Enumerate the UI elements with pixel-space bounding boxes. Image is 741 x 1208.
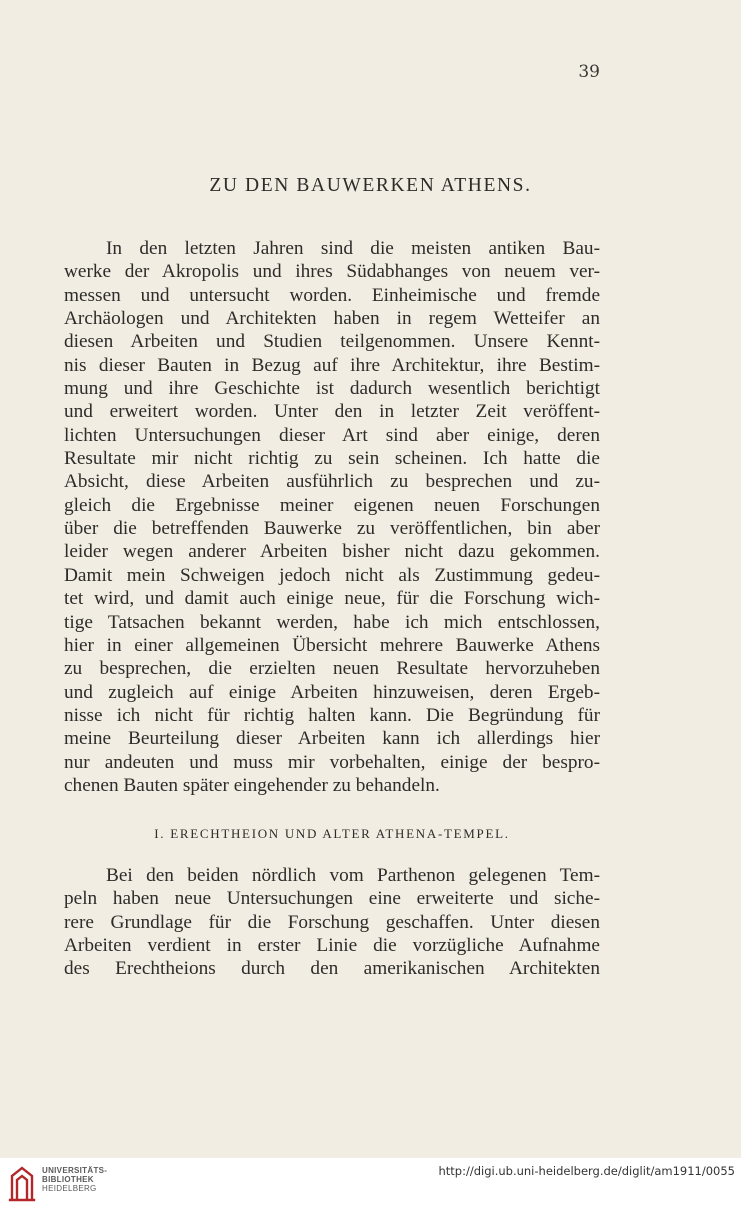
section-heading: I. ERECHTHEION UND ALTER ATHENA-TEMPEL. — [154, 826, 510, 841]
intro-paragraph — [64, 237, 600, 797]
library-name-line1: UNIVERSITÄTS- — [42, 1166, 108, 1175]
text-line: nur andeuten und muss mir vorbehalten, einige der bespro- — [64, 751, 600, 773]
library-name-line3: HEIDELBERG — [42, 1184, 97, 1193]
text-line: leider wegen anderer Arbeiten bisher nicht dazu gekommen. — [64, 541, 600, 563]
source-url-link[interactable]: http://digi.ub.uni-heidelberg.de/diglit/am1911/0055 — [438, 1164, 735, 1178]
text-line: tige Tatsachen bekannt werden, habe ich mich entschlossen, — [64, 611, 600, 633]
text-line: tet wird, und damit auch einige neue, für die Forschung wich- — [64, 588, 600, 610]
text-line: meine Beurteilung dieser Arbeiten kann ich allerdings hier — [64, 728, 600, 750]
text-line: Bei den beiden nördlich vom Parthenon gelegenen Tem- — [106, 865, 600, 886]
text-line: lichten Untersuchungen dieser Art sind aber einige, deren — [64, 424, 600, 446]
page-number: 39 — [578, 62, 600, 82]
text-line: und erweitert worden. Unter den in letzter Zeit veröffent- — [64, 401, 600, 423]
text-line: diesen Arbeiten und Studien teilgenommen. Unsere Kennt- — [64, 331, 600, 353]
text-line: des Erechtheions durch den amerikanischen Architekten — [64, 958, 600, 980]
library-name-line2: BIBLIOTHEK — [42, 1175, 94, 1184]
text-line: und zugleich auf einige Arbeiten hinzuweisen, deren Ergeb- — [64, 681, 600, 703]
text-line: messen und untersucht worden. Einheimische und fremde — [64, 284, 600, 306]
text-line: Arbeiten verdient in erster Linie die vorzügliche Aufnahme — [64, 935, 600, 957]
text-line: über die betreffenden Bauwerke zu veröffentlichen, bin aber — [64, 518, 600, 540]
text-line: Absicht, diese Arbeiten ausführlich zu besprechen und zu- — [64, 471, 600, 493]
text-line: peln haben neue Untersuchungen eine erweiterte und siche- — [64, 888, 600, 910]
text-line: Damit mein Schweigen jedoch nicht als Zustimmung gedeu- — [64, 564, 600, 586]
text-line: mung und ihre Geschichte ist dadurch wesentlich berichtigt — [64, 378, 600, 400]
section-paragraph — [64, 864, 600, 981]
page-title: ZU DEN BAUWERKEN ATHENS. — [209, 175, 532, 196]
digitization-footer — [0, 1158, 741, 1208]
text-line: gleich die Ergebnisse meiner eigenen neuen Forschungen — [64, 494, 600, 516]
text-line: In den letzten Jahren sind die meisten antiken Bau- — [106, 238, 600, 259]
text-line: rere Grundlage für die Forschung geschaffen. Unter diesen — [64, 911, 600, 933]
heidelberg-library-logo-icon — [8, 1162, 36, 1202]
text-line: hier in einer allgemeinen Übersicht mehrere Bauwerke Athens — [64, 634, 600, 656]
text-line: Archäologen und Architekten haben in regem Wetteifer an — [64, 308, 600, 330]
text-line: chenen Bauten später eingehender zu behandeln. — [64, 774, 440, 796]
text-line: Resultate mir nicht richtig zu sein scheinen. Ich hatte die — [64, 448, 600, 470]
text-line: werke der Akropolis und ihres Südabhanges von neuem ver- — [64, 261, 600, 283]
text-line: nisse ich nicht für richtig halten kann. Die Begründung für — [64, 704, 600, 726]
text-line: zu besprechen, die erzielten neuen Resultate hervorzuheben — [64, 658, 600, 680]
library-name — [42, 1166, 107, 1193]
text-line: nis dieser Bauten in Bezug auf ihre Architektur, ihre Bestim- — [64, 354, 600, 376]
